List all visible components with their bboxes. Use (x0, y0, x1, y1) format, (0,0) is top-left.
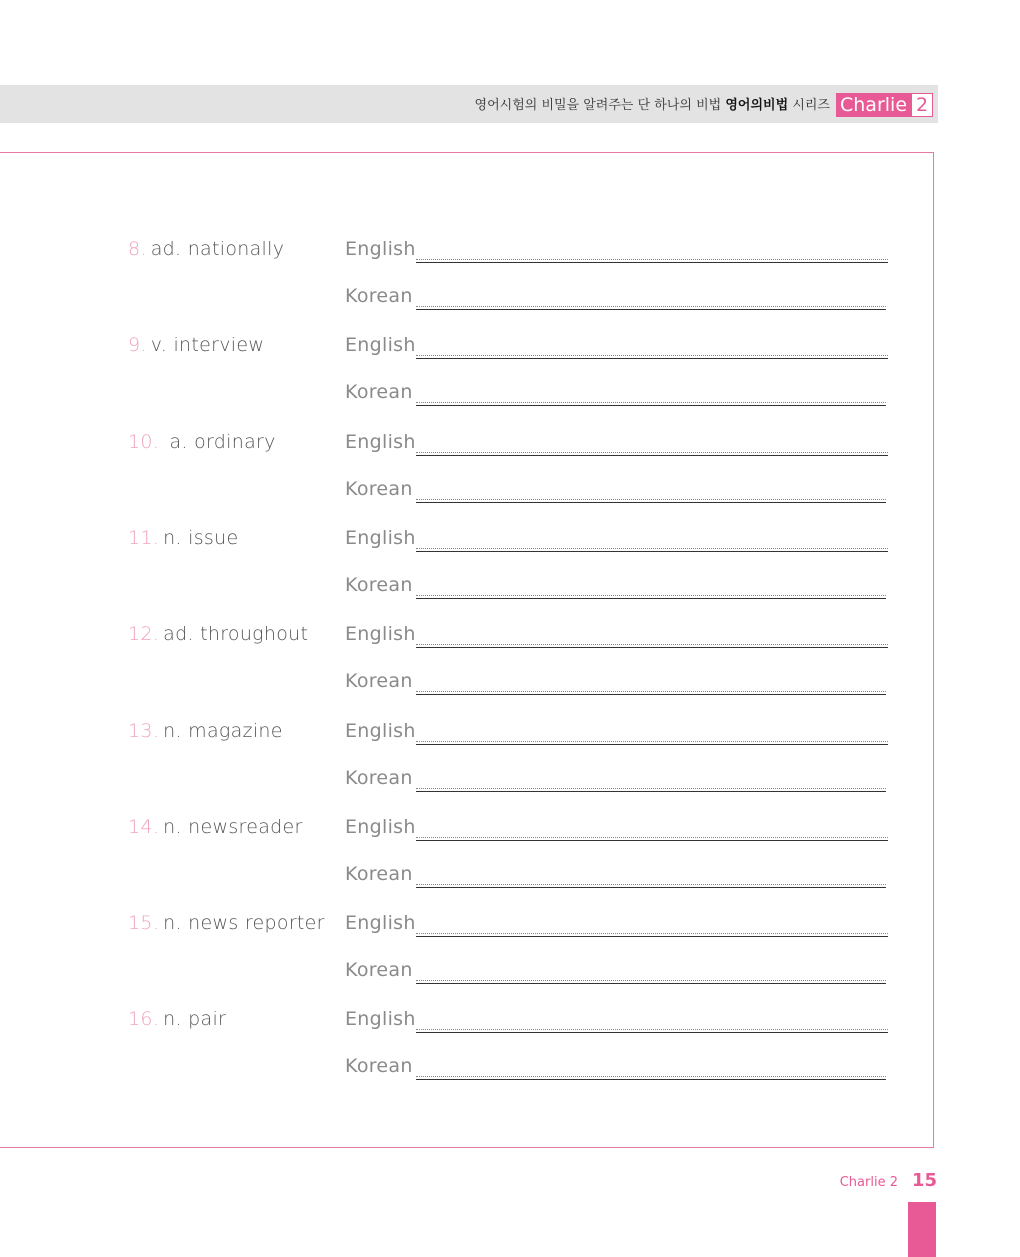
vocab-item (0, 912, 1020, 942)
vocab-item (0, 527, 1020, 557)
vocab-number: 8. (128, 238, 147, 260)
footer-label: Charlie 2 (839, 1175, 898, 1190)
vocab-word: v. interview (150, 334, 265, 356)
vocab-item (0, 1008, 1020, 1038)
vocab-word: n. pair (163, 1008, 227, 1030)
vocab-term (128, 334, 264, 356)
vocab-number: 16. (128, 1008, 160, 1030)
vocab-item (0, 238, 1020, 268)
korean-answer-line[interactable] (416, 791, 886, 792)
vocab-word: n. newsreader (163, 816, 303, 838)
vocab-item (0, 816, 1020, 846)
vocab-word: a. ordinary (163, 431, 276, 453)
korean-label: Korean (345, 670, 413, 692)
korean-label: Korean (345, 767, 413, 789)
vocab-item (0, 720, 1020, 750)
english-answer-line[interactable] (416, 455, 888, 456)
korean-row (0, 381, 1020, 411)
vocab-item (0, 334, 1020, 364)
vocab-number: 10. (128, 431, 160, 453)
vocab-word: n. magazine (163, 720, 283, 742)
series-title (475, 94, 830, 113)
vocab-number: 14. (128, 816, 160, 838)
series-badge (836, 93, 933, 117)
korean-row (0, 863, 1020, 893)
korean-row (0, 959, 1020, 989)
english-answer-line[interactable] (416, 1032, 888, 1033)
english-answer-line[interactable] (416, 358, 888, 359)
vocab-word: ad. nationally (150, 238, 285, 260)
korean-row (0, 767, 1020, 797)
vocab-term (128, 623, 308, 645)
page-tab (908, 1202, 936, 1257)
korean-answer-line[interactable] (416, 405, 886, 406)
series-text: 영어시험의 비밀을 알려주는 단 하나의 비법 (474, 98, 722, 113)
korean-row (0, 670, 1020, 700)
page-number: 15 (912, 1170, 938, 1191)
english-label: English (345, 623, 416, 645)
vocab-number: 12. (128, 623, 160, 645)
english-answer-line[interactable] (416, 840, 888, 841)
vocab-item (0, 623, 1020, 653)
korean-row (0, 574, 1020, 604)
vocab-term (128, 816, 303, 838)
vocab-term (128, 720, 283, 742)
korean-answer-line[interactable] (416, 1079, 886, 1080)
vocab-number: 9. (128, 334, 147, 356)
english-label: English (345, 1008, 416, 1030)
vocab-number: 15. (128, 912, 160, 934)
english-label: English (345, 720, 416, 742)
korean-answer-line[interactable] (416, 887, 886, 888)
english-label: English (345, 527, 416, 549)
vocab-word: n. issue (163, 527, 239, 549)
korean-row (0, 478, 1020, 508)
english-answer-line[interactable] (416, 744, 888, 745)
korean-answer-line[interactable] (416, 309, 886, 310)
korean-answer-line[interactable] (416, 598, 886, 599)
english-label: English (345, 431, 416, 453)
korean-label: Korean (345, 574, 413, 596)
vocab-number: 11. (128, 527, 160, 549)
vocab-term (128, 1008, 226, 1030)
vocab-word: n. news reporter (163, 912, 325, 934)
korean-label: Korean (345, 285, 413, 307)
badge-name: Charlie (836, 93, 911, 117)
korean-label: Korean (345, 478, 413, 500)
korean-row (0, 1055, 1020, 1085)
vocab-item (0, 431, 1020, 461)
korean-answer-line[interactable] (416, 502, 886, 503)
vocab-number: 13. (128, 720, 160, 742)
korean-label: Korean (345, 1055, 413, 1077)
vocab-term (128, 527, 238, 549)
english-answer-line[interactable] (416, 551, 888, 552)
english-label: English (345, 912, 416, 934)
korean-label: Korean (345, 381, 413, 403)
korean-row (0, 285, 1020, 315)
series-suffix: 시리즈 (792, 98, 830, 113)
korean-answer-line[interactable] (416, 983, 886, 984)
vocab-term (128, 912, 325, 934)
series-bold: 영어의비법 (725, 98, 789, 113)
vocab-term (128, 431, 276, 453)
english-label: English (345, 334, 416, 356)
korean-answer-line[interactable] (416, 694, 886, 695)
badge-number: 2 (911, 93, 933, 117)
english-label: English (345, 238, 416, 260)
vocab-term (128, 238, 284, 260)
english-answer-line[interactable] (416, 262, 888, 263)
english-answer-line[interactable] (416, 936, 888, 937)
english-label: English (345, 816, 416, 838)
english-answer-line[interactable] (416, 647, 888, 648)
korean-label: Korean (345, 959, 413, 981)
vocab-word: ad. throughout (163, 623, 309, 645)
korean-label: Korean (345, 863, 413, 885)
